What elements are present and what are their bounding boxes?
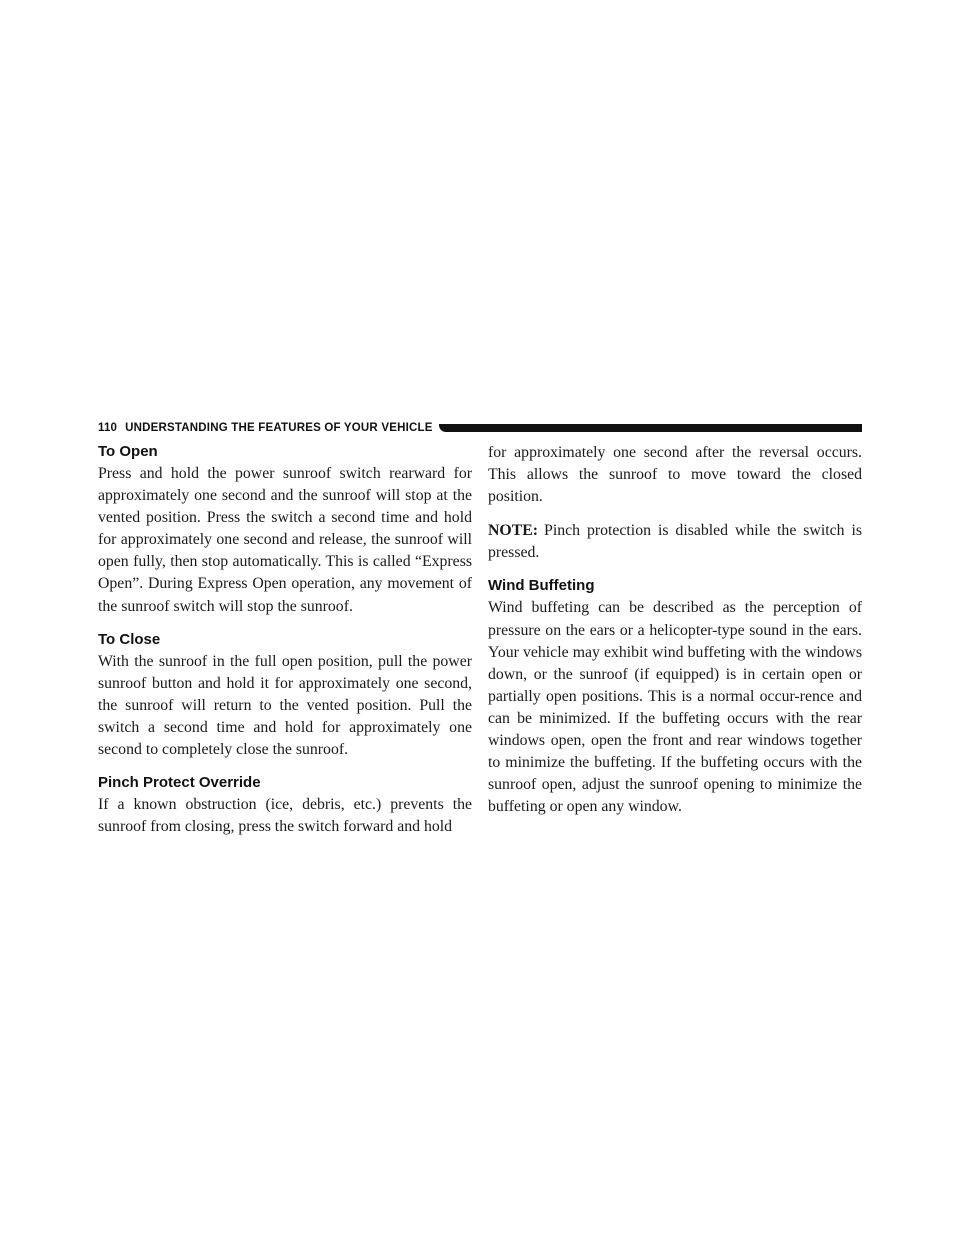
paragraph-to-close: With the sunroof in the full open position, pull the power sunroof button and hold it for approximately one second, the sunroof will return to the vented position. Pull the switch a second time and hold for approximately one second to completely close the sunroof.	[98, 652, 472, 759]
page-header	[98, 418, 862, 438]
note-text: Pinch protection is disabled while the switch is pressed.	[488, 522, 862, 562]
left-column	[98, 442, 472, 850]
section-title: UNDERSTANDING THE FEATURES OF YOUR VEHICLE	[125, 422, 433, 434]
paragraph-pinch-protect-start: If a known obstruction (ice, debris, etc.) prevents the sunroof from closing, press the switch forward and hold	[98, 796, 472, 836]
page-number: 110	[98, 422, 118, 434]
paragraph-wind-buffeting: Wind buffeting can be described as the perception of pressure on the ears or a helicopter-type sound in the ears. Your vehicle may exhibit wind buffeting with the windows down, or the sunroof (if equipped) is in certain open or partially open positions. This is a normal occur-rence and can be minimized. If the buffeting occurs with the rear windows open, open the front and rear windows together to minimize the buffeting. If the buffeting occurs with the sunroof open, adjust the sunroof opening to minimize the buffeting or open any window.	[488, 599, 862, 816]
paragraph-pinch-protect-end: for approximately one second after the reversal occurs. This allows the sunroof to move toward the closed position.	[488, 444, 862, 506]
right-column	[488, 442, 862, 830]
header-rule	[439, 424, 862, 432]
heading-pinch-protect: Pinch Protect Override	[98, 774, 261, 792]
heading-wind-buffeting: Wind Buffeting	[488, 577, 595, 595]
paragraph-to-open: Press and hold the power sunroof switch rearward for approximately one second and the sunroof will stop at the vented position. Press the switch a second time and hold for approximately one second and release, the sunroof will open fully, then stop automatically. This is called “Express Open”. During Express Open operation, any movement of the sunroof switch will stop the sunroof.	[98, 465, 472, 615]
heading-to-close: To Close	[98, 630, 161, 648]
heading-to-open: To Open	[98, 443, 158, 460]
note-paragraph	[488, 520, 862, 564]
note-label: NOTE:	[488, 522, 539, 540]
